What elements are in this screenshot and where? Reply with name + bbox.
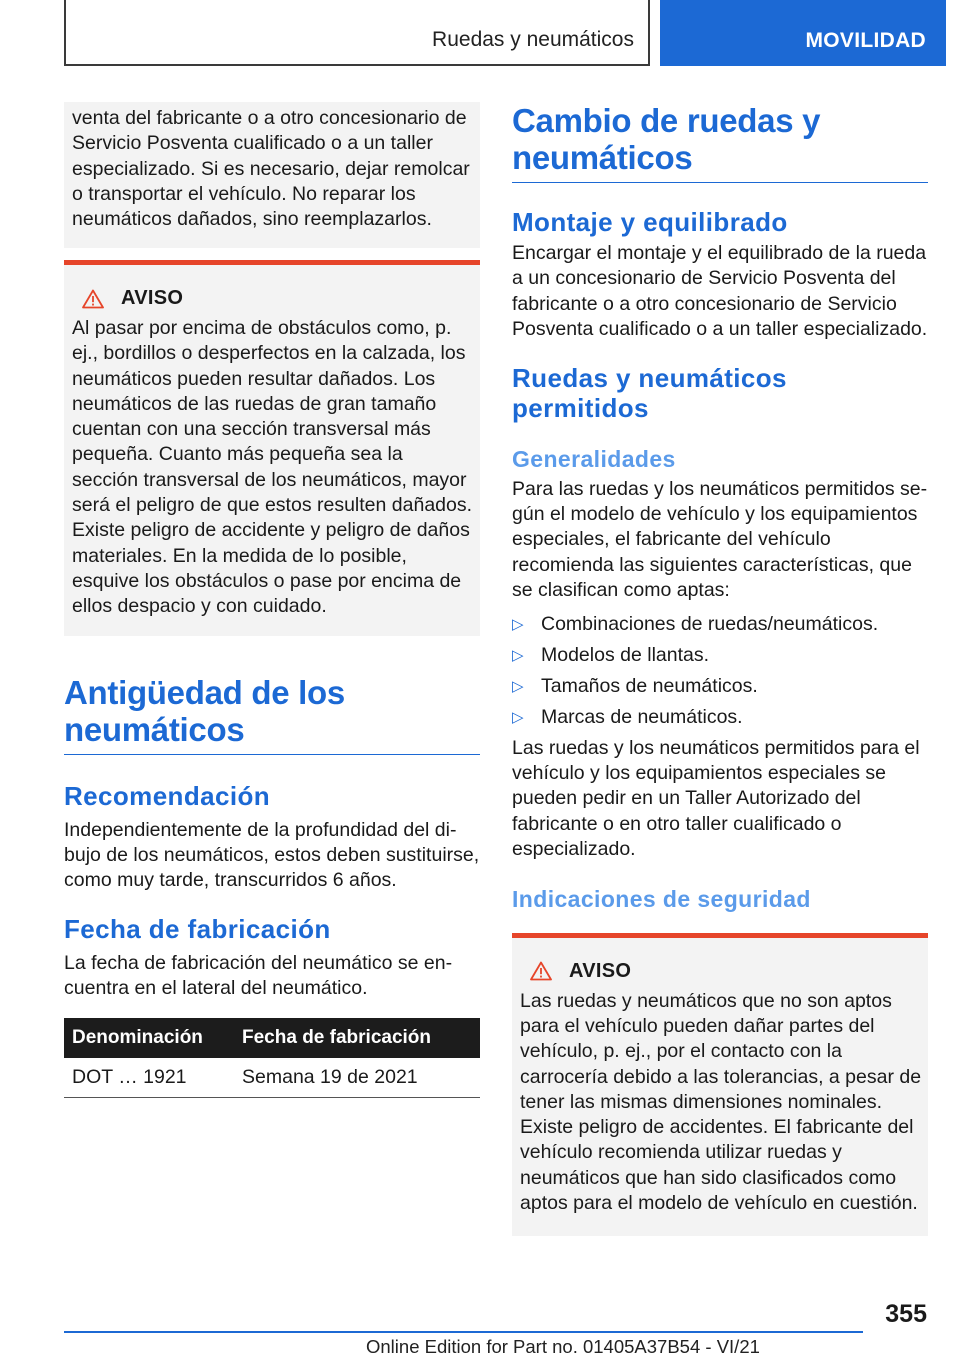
warning-title: AVISO bbox=[569, 959, 632, 982]
right-column bbox=[512, 102, 928, 1236]
heading-permitted: Ruedas y neumáticos permitidos bbox=[512, 362, 787, 423]
header-section-box bbox=[64, 0, 650, 66]
warning-triangle-icon bbox=[530, 961, 552, 981]
list-item-text: Combinaciones de ruedas/neumáticos. bbox=[541, 612, 879, 635]
manufacture-date-table bbox=[64, 1018, 480, 1099]
heading-recommendation: Recomendación bbox=[64, 780, 271, 811]
warning-text: Al pasar por encima de obstáculos como, p. ej., bordillos o desperfectos en la calzada, los neumáticos pueden resultar dañados. Los neumáticos de las ruedas de gran tamaño cuentan con una sección transversal más pequeña. Cuanto más pequeña sea la sección transversal de los neumáticos, mayor será el peligro de que estos resulten dañados. Existe peligro de accidente y peligro de daños materiales. En la medida de lo posible, esquive los obstáculos o pase por encima de ellos despacio y con cuidado. bbox=[72, 317, 473, 618]
permitted-list bbox=[512, 612, 928, 730]
triangle-bullet-icon: ▷ bbox=[512, 708, 524, 726]
warning-text: Las ruedas y neumáticos que no son aptos para el vehículo pueden dañar partes del vehículo, p. ej., por el contacto con la carrocería debido a las tolerancias, a pesar de tener las mismas dimensiones nominales. Existe peligro de accidentes. El fabricante del vehículo recomienda utilizar ruedas y neumáticos que han sido clasificados como aptos para el modelo de vehículo en cuestión. bbox=[520, 989, 922, 1215]
mounting-text: Encargar el montaje y el equilibrado de la rueda a un concesionario de Servicio Posventa del fabricante o a otro concesionario de Servicio Posventa cualificado o a un taller especializado. bbox=[512, 242, 928, 341]
warning-box-obstacles bbox=[64, 260, 480, 636]
chapter-tab[interactable] bbox=[660, 0, 946, 66]
footer-divider bbox=[64, 1331, 863, 1333]
table-header-cell: Fecha de fabricación bbox=[234, 1018, 480, 1058]
heading-manufacture-date: Fecha de fabricación bbox=[64, 913, 331, 944]
heading-mounting: Montaje y equilibrado bbox=[512, 207, 788, 237]
list-item bbox=[512, 705, 928, 730]
table-cell: DOT … 1921 bbox=[64, 1058, 234, 1098]
list-item-text: Modelos de llantas. bbox=[541, 643, 710, 666]
continued-text: venta del fabricante o a otro concesionario de Servicio Posventa cualificado o a un taller especializado. Si es necesario, dejar remolcar o transportar el vehículo. No reparar los neumáticos dañados, sino reemplazarlos. bbox=[72, 107, 470, 231]
triangle-bullet-icon: ▷ bbox=[512, 646, 524, 664]
chapter-tab-label: MOVILIDAD bbox=[805, 29, 926, 52]
warning-header bbox=[530, 960, 922, 983]
warning-title: AVISO bbox=[121, 287, 184, 309]
manufacture-date-text: La fecha de fabricación del neumático se encuentra en el lateral del neumático. bbox=[64, 951, 453, 1000]
heading-wheel-change: Cambio de ruedas y neumáticos bbox=[512, 102, 928, 183]
warning-header bbox=[82, 287, 474, 310]
page-number: 355 bbox=[885, 1300, 927, 1328]
heading-general: Generalidades bbox=[512, 445, 676, 472]
table-row bbox=[64, 1058, 480, 1098]
table-header-cell: Denominación bbox=[64, 1018, 234, 1058]
heading-tire-age: Antigüedad de los neumáticos bbox=[64, 674, 480, 755]
warning-triangle-icon bbox=[82, 289, 104, 309]
table-cell: Semana 19 de 2021 bbox=[234, 1058, 480, 1098]
list-item bbox=[512, 643, 928, 668]
permitted-after-text: Las ruedas y los neumáticos permitidos para el vehículo y los equipamientos especiales se pueden pedir en un Taller Autorizado del fabricante o en otro taller cualificado o especializado. bbox=[512, 736, 920, 861]
recommendation-text: Independientemente de la profundidad del dibujo de los neumáticos, estos deben sustituirse, como muy tarde, transcurridos 6 años. bbox=[64, 818, 480, 892]
list-item bbox=[512, 674, 928, 699]
table-header-row bbox=[64, 1018, 480, 1058]
triangle-bullet-icon: ▷ bbox=[512, 677, 524, 695]
triangle-bullet-icon: ▷ bbox=[512, 615, 524, 633]
list-item-text: Marcas de neumáticos. bbox=[541, 705, 743, 728]
heading-safety: Indicaciones de seguridad bbox=[512, 885, 811, 912]
left-column bbox=[64, 102, 480, 1098]
footer-edition-text: Online Edition for Part no. 01405A37B54 - VI/21 bbox=[366, 1336, 760, 1357]
general-text: Para las ruedas y los neumáticos permitidos según el modelo de vehículo y los equipamientos especiales, el fabricante del vehículo recomienda las siguientes características, que se clasifican como aptas: bbox=[512, 477, 928, 602]
list-item bbox=[512, 612, 928, 637]
list-item-text: Tamaños de neumáticos. bbox=[541, 674, 758, 697]
continued-info-box bbox=[64, 102, 480, 248]
warning-box-safety bbox=[512, 933, 928, 1237]
section-title: Ruedas y neumáticos bbox=[432, 28, 634, 51]
